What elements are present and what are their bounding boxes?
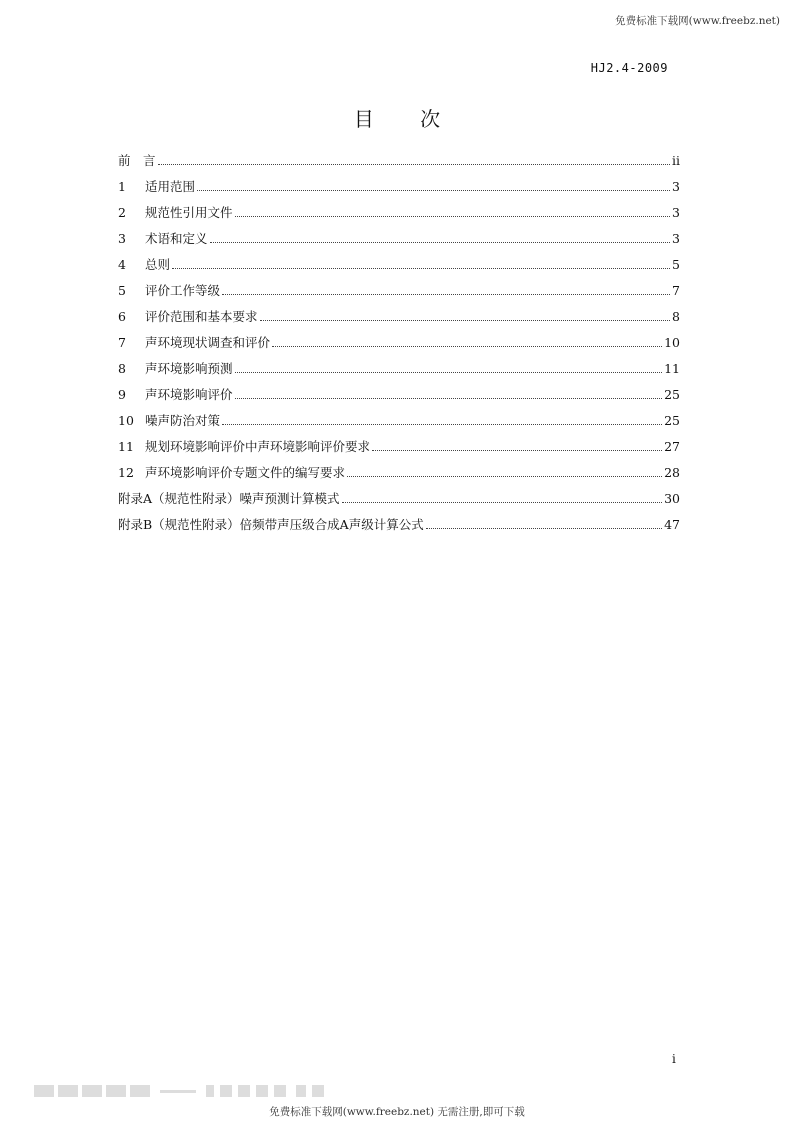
page-number: i: [672, 1052, 676, 1066]
toc-entry-number: 6: [118, 309, 126, 324]
toc-entry-number: 5: [118, 283, 126, 298]
toc-entry-number: 7: [118, 335, 126, 350]
toc-dot-leader: [260, 319, 671, 321]
toc-entry-page: 10: [664, 335, 680, 350]
toc-entry-title: 规划环境影响评价中声环境影响评价要求: [145, 439, 371, 454]
toc-entry-page: 47: [664, 517, 680, 532]
toc-entry-number: 1: [118, 179, 126, 194]
toc-entry-title: 评价工作等级: [145, 283, 221, 298]
toc-entry-page: 3: [672, 205, 680, 220]
toc-dot-leader: [235, 371, 663, 373]
table-of-contents: [118, 144, 680, 534]
toc-entry-page: 25: [664, 413, 680, 428]
toc-entry-number: 2: [118, 205, 126, 220]
toc-dot-leader: [222, 293, 670, 295]
toc-entry-page: 8: [672, 309, 680, 324]
toc-entry[interactable]: [118, 170, 680, 194]
toc-entry[interactable]: [118, 508, 680, 532]
document-code: HJ2.4-2009: [590, 61, 668, 75]
toc-entry-page: ii: [672, 153, 680, 168]
toc-dot-leader: [347, 475, 662, 477]
toc-entry-page: 11: [664, 361, 680, 376]
toc-dot-leader: [372, 449, 662, 451]
toc-entry-title: 噪声防治对策: [145, 413, 221, 428]
toc-entry-title: 术语和定义: [145, 231, 208, 246]
toc-entry-page: 7: [672, 283, 680, 298]
toc-entry-number: 10: [118, 413, 134, 428]
toc-dot-leader: [426, 527, 662, 529]
toc-entry-title: 声环境现状调查和评价: [145, 335, 271, 350]
toc-dot-leader: [158, 163, 670, 165]
toc-entry[interactable]: [118, 352, 680, 376]
toc-dot-leader: [210, 241, 671, 243]
watermark-logo: [34, 1083, 334, 1097]
toc-dot-leader: [235, 215, 671, 217]
toc-entry[interactable]: [118, 196, 680, 220]
toc-entry-title: 附录B（规范性附录）倍频带声压级合成A声级计算公式: [118, 517, 424, 532]
site-note-top: 免费标准下载网(www.freebz.net): [615, 15, 780, 27]
toc-dot-leader: [172, 267, 670, 269]
toc-entry-page: 27: [664, 439, 680, 454]
toc-entry[interactable]: [118, 326, 680, 350]
toc-entry-title: 声环境影响评价: [145, 387, 233, 402]
toc-entry-title: 规范性引用文件: [145, 205, 233, 220]
toc-entry-page: 28: [664, 465, 680, 480]
toc-entry[interactable]: [118, 378, 680, 402]
toc-entry-title: 附录A（规范性附录）噪声预测计算模式: [118, 491, 340, 506]
toc-dot-leader: [235, 397, 663, 399]
toc-entry[interactable]: [118, 274, 680, 298]
toc-entry[interactable]: [118, 456, 680, 480]
site-note-bottom: 免费标准下载网(www.freebz.net) 无需注册,即可下载: [269, 1106, 525, 1118]
toc-entry[interactable]: [118, 144, 680, 168]
toc-entry-page: 3: [672, 231, 680, 246]
toc-entry-page: 25: [664, 387, 680, 402]
toc-entry[interactable]: [118, 404, 680, 428]
toc-entry-number: 3: [118, 231, 126, 246]
toc-dot-leader: [342, 501, 663, 503]
toc-entry-title: 声环境影响预测: [145, 361, 233, 376]
toc-entry[interactable]: [118, 482, 680, 506]
toc-entry[interactable]: [118, 300, 680, 324]
toc-entry[interactable]: [118, 222, 680, 246]
toc-entry-number: 4: [118, 257, 126, 272]
toc-entry-title: 总则: [145, 257, 171, 272]
toc-dot-leader: [222, 423, 662, 425]
toc-entry-title: 声环境影响评价专题文件的编写要求: [145, 465, 346, 480]
toc-entry-number: 8: [118, 361, 126, 376]
toc-entry[interactable]: [118, 248, 680, 272]
toc-entry-number: 11: [118, 439, 134, 454]
toc-entry-title: 前 言: [118, 153, 156, 168]
toc-entry-page: 30: [664, 491, 680, 506]
toc-entry[interactable]: [118, 430, 680, 454]
toc-dot-leader: [272, 345, 662, 347]
toc-title: 目 次: [353, 107, 461, 131]
toc-dot-leader: [197, 189, 670, 191]
toc-entry-title: 适用范围: [145, 179, 196, 194]
toc-entry-number: 12: [118, 465, 134, 480]
toc-entry-page: 5: [672, 257, 680, 272]
toc-entry-number: 9: [118, 387, 126, 402]
toc-entry-title: 评价范围和基本要求: [145, 309, 258, 324]
toc-entry-page: 3: [672, 179, 680, 194]
